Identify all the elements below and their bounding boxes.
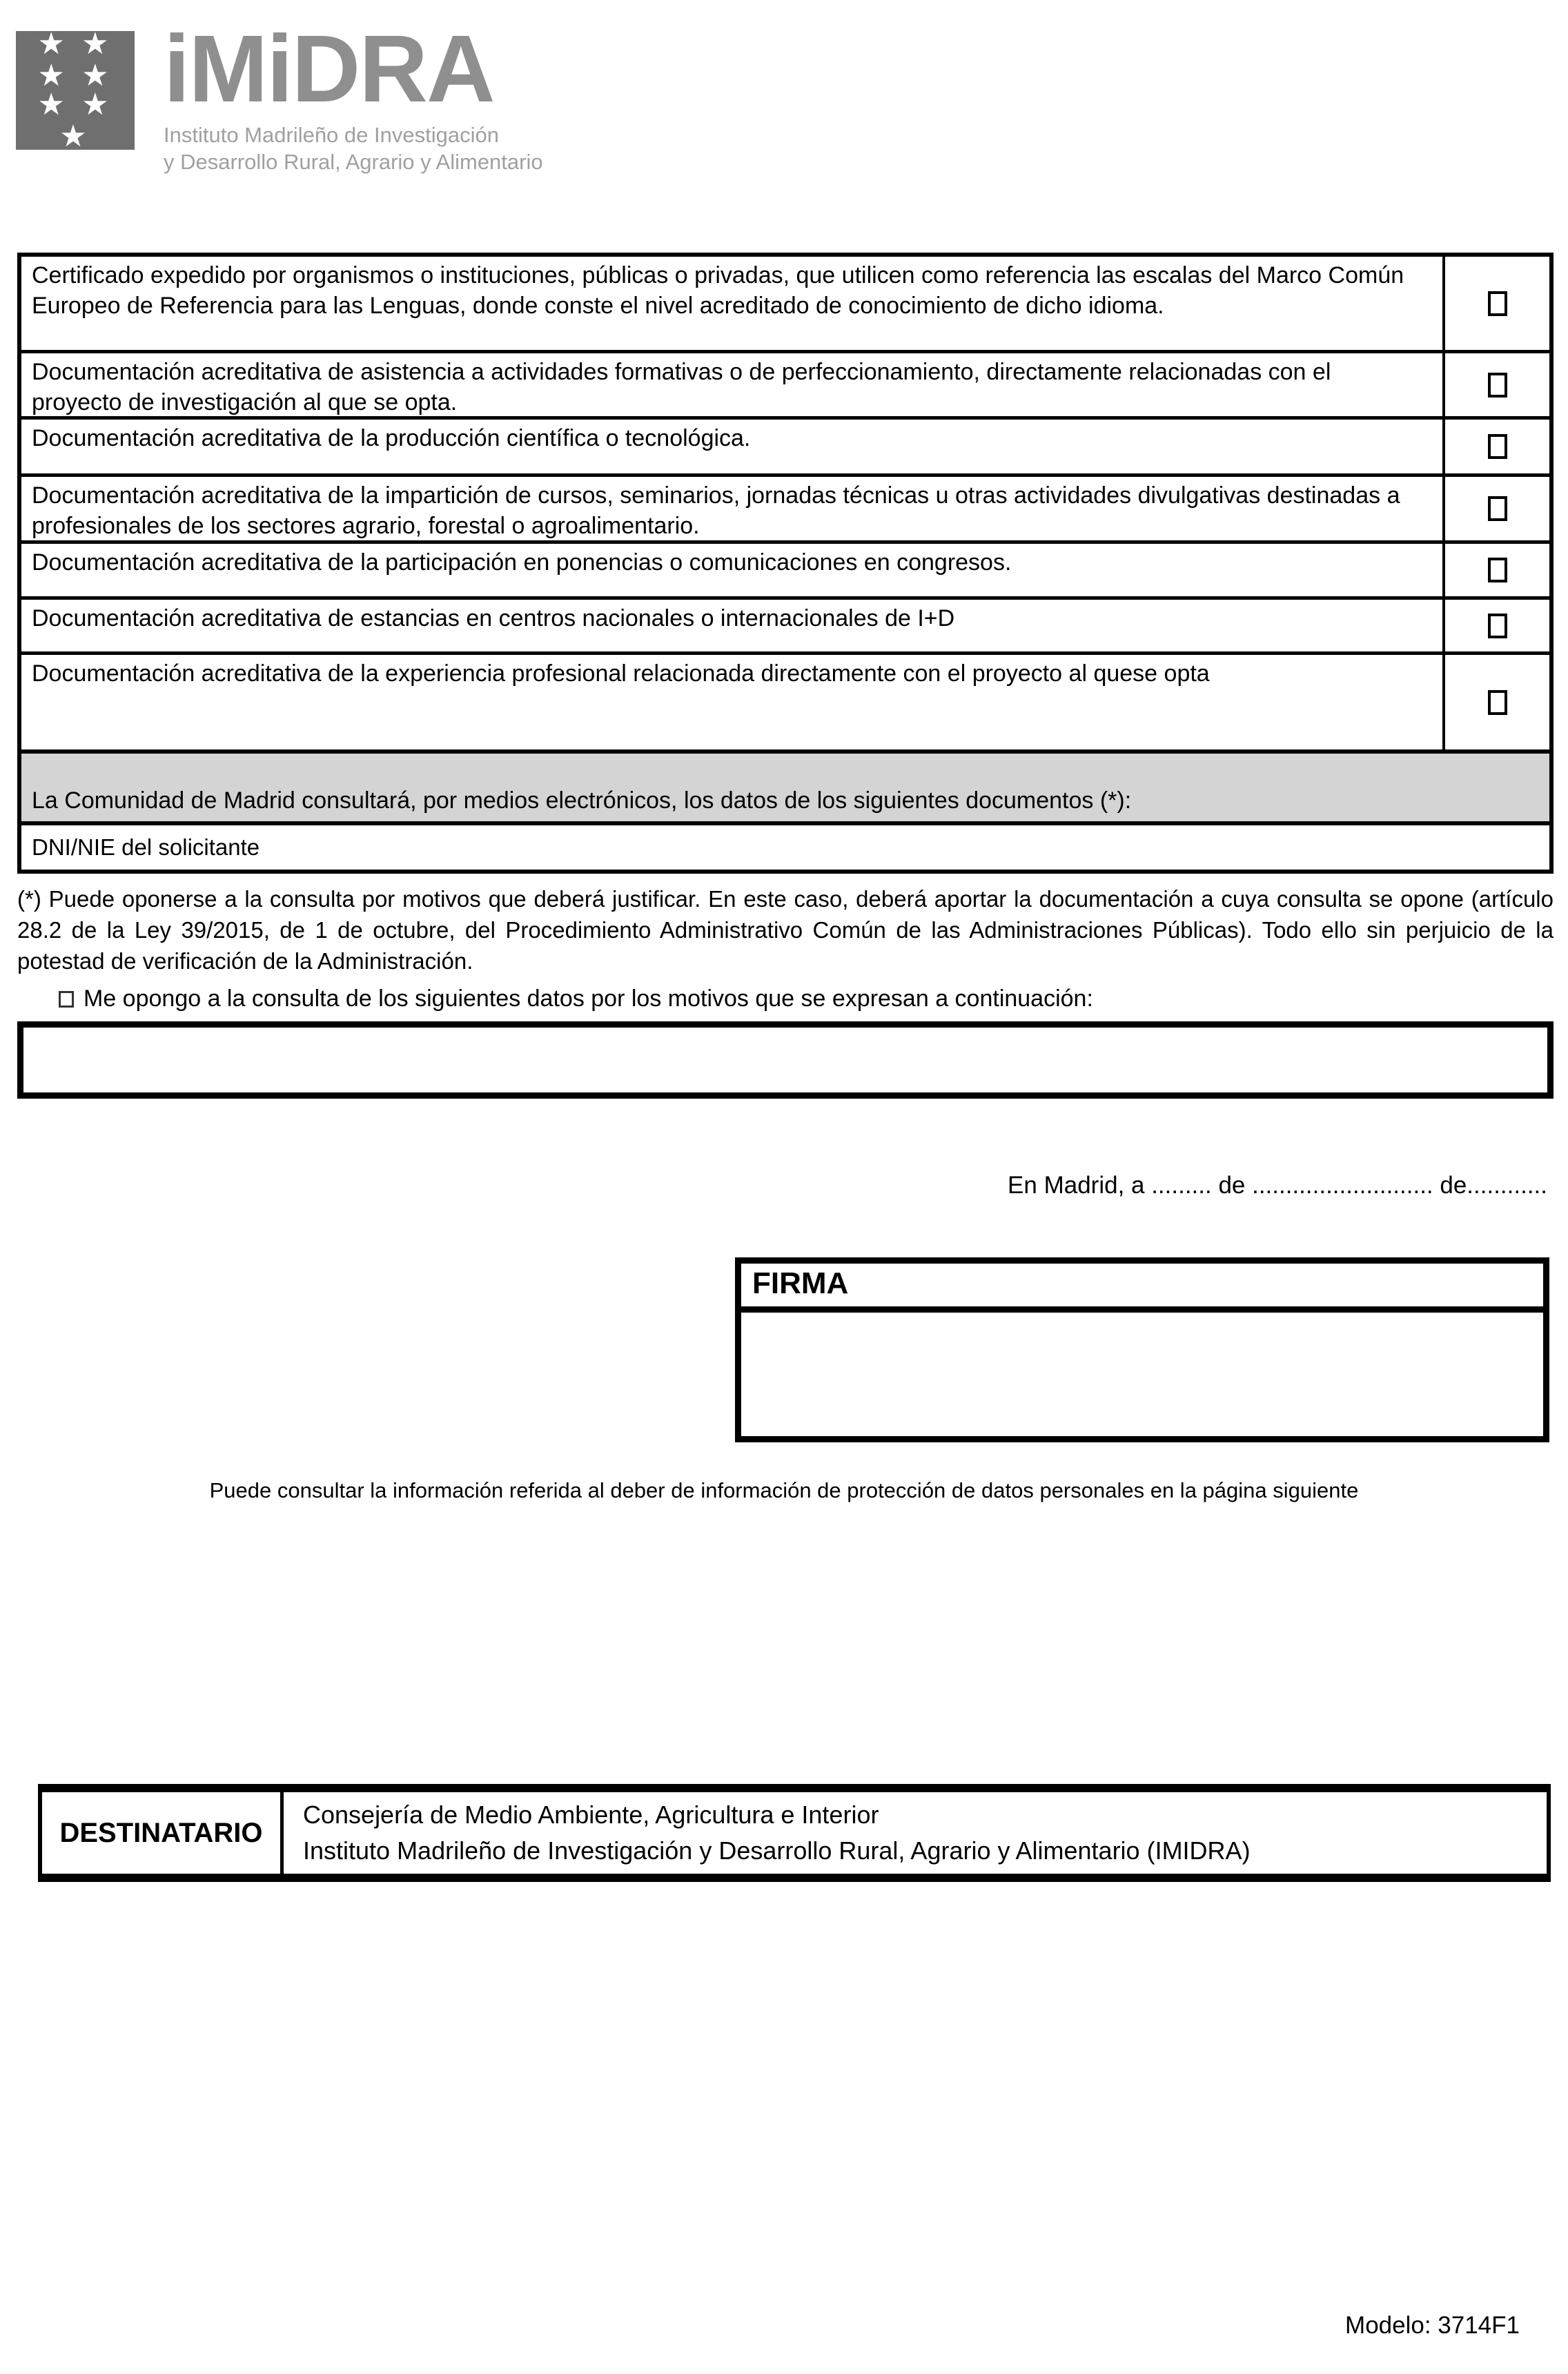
checkbox-cell	[1442, 257, 1549, 350]
checkbox-cell	[1442, 353, 1549, 416]
flag-stars-bottom: ★ ★ ★	[37, 88, 113, 153]
oppose-label: Me opongo a la consulta de los siguientes datos por los motivos que se expresan a continuación:	[84, 985, 1093, 1012]
document-description: Documentación acreditativa de estancias en centros nacionales o internacionales de I+D	[32, 605, 955, 631]
document-row	[21, 651, 1549, 749]
dni-row-label: DNI/NIE del solicitante	[32, 834, 260, 860]
document-checkbox[interactable]	[1488, 614, 1507, 638]
dni-row	[21, 821, 1549, 870]
brand-name: iMiDRA	[164, 16, 494, 122]
destinatario-label: DESTINATARIO	[42, 1792, 284, 1874]
destinatario-line2: Instituto Madrileño de Investigación y Desarrollo Rural, Agrario y Alimentario (IMIDRA)	[303, 1836, 1251, 1865]
consult-header-row	[21, 749, 1549, 821]
flag-stars-top: ★ ★ ★ ★	[37, 27, 113, 92]
destinatario-table	[38, 1784, 1551, 1882]
document-checkbox[interactable]	[1488, 291, 1507, 316]
document-checkbox[interactable]	[1488, 558, 1507, 582]
document-description: Documentación acreditativa de la impartición de cursos, seminarios, jornadas técnicas u otras actividades divulgativas destinadas a profesionales de los sectores agrario, forestal o agroalimentario.	[32, 482, 1400, 539]
document-row	[21, 416, 1549, 473]
document-description: Documentación acreditativa de la experiencia profesional relacionada directamente con el proyecto al quese opta	[32, 660, 1210, 687]
oppose-checkbox[interactable]	[59, 991, 74, 1008]
checkbox-cell	[1442, 544, 1549, 596]
signature-area[interactable]	[741, 1313, 1543, 1436]
documents-table	[17, 253, 1554, 874]
modelo-label: Modelo: 3714F1	[1345, 2312, 1520, 2339]
destinatario-line1: Consejería de Medio Ambiente, Agricultura e Interior	[303, 1801, 879, 1829]
signature-box	[735, 1257, 1549, 1442]
destinatario-content	[284, 1792, 1547, 1874]
checkbox-cell	[1442, 655, 1549, 749]
document-description: Documentación acreditativa de la producción científica o tecnológica.	[32, 425, 751, 451]
imidra-logo	[16, 14, 543, 175]
document-row	[21, 540, 1549, 596]
asterisk-note: (*) Puede oponerse a la consulta por motivos que deberá justificar. En este caso, deberá aportar la documentación a cuya consulta se opone (artículo 28.2 de la Ley 39/2015, de 1 de octubre, del Procedimiento Administrativo Común de las Administraciones Públicas). Todo ello sin perjuicio de la potestad de verificación de la Administración.	[17, 886, 1554, 974]
document-row	[21, 257, 1549, 350]
date-line: En Madrid, a ......... de ........................... de............	[1008, 1172, 1547, 1199]
document-checkbox[interactable]	[1488, 434, 1507, 459]
document-checkbox[interactable]	[1488, 373, 1507, 398]
signature-box-title: FIRMA	[741, 1264, 1543, 1313]
madrid-flag-icon	[16, 27, 135, 153]
consult-header-label: La Comunidad de Madrid consultará, por medios electrónicos, los datos de los siguientes documentos (*):	[32, 787, 1132, 814]
document-description: Documentación acreditativa de asistencia a actividades formativas o de perfeccionamiento, directamente relacionadas con el proyecto de investigación al que se opta.	[32, 359, 1331, 415]
document-row	[21, 473, 1549, 540]
document-row	[21, 350, 1549, 416]
checkbox-cell	[1442, 477, 1549, 540]
document-description: Certificado expedido por organismos o instituciones, públicas o privadas, que utilicen como referencia las escalas del Marco Común Europeo de Referencia para las Lenguas, donde conste el nivel acreditado de conocimiento de dicho idioma.	[32, 262, 1404, 319]
logo-subtitle-line2: y Desarrollo Rural, Agrario y Alimentario	[164, 150, 543, 174]
document-checkbox[interactable]	[1488, 496, 1507, 521]
oppose-reasons-box[interactable]	[17, 1021, 1554, 1099]
document-description: Documentación acreditativa de la participación en ponencias o comunicaciones en congresos.	[32, 549, 1012, 576]
document-checkbox[interactable]	[1488, 690, 1507, 715]
privacy-info-line: Puede consultar la información referida al deber de información de protección de datos personales en la página siguiente	[209, 1478, 1359, 1502]
oppose-row	[59, 985, 1093, 1012]
logo-subtitle-line1: Instituto Madrileño de Investigación	[164, 123, 499, 147]
checkbox-cell	[1442, 600, 1549, 651]
logo-text-block	[164, 14, 543, 175]
document-row	[21, 596, 1549, 651]
checkbox-cell	[1442, 420, 1549, 473]
